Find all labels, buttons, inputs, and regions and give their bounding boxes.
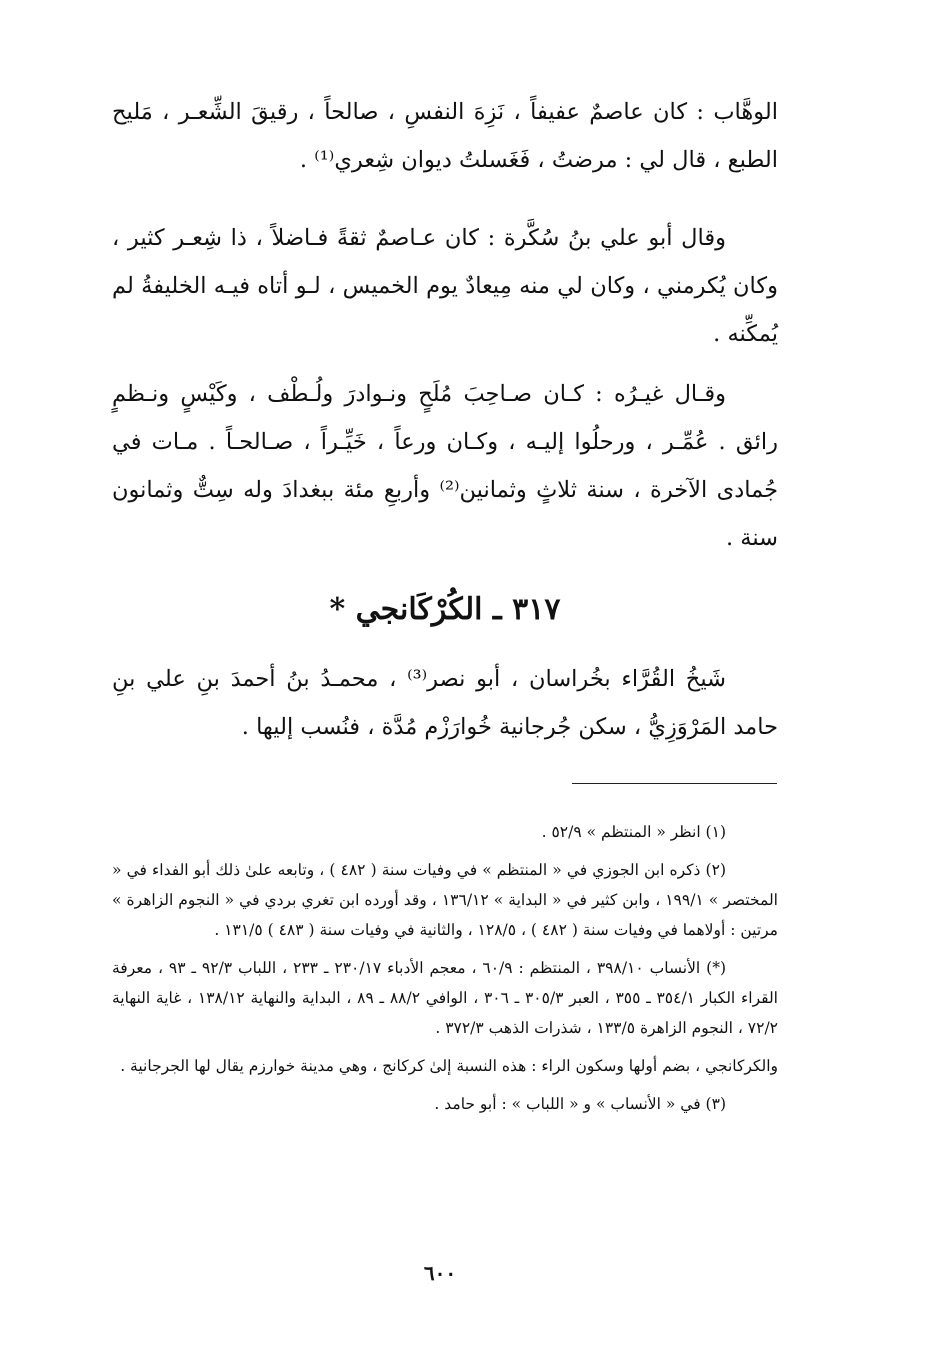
- footnote-sources-note: والكركانجي ، بضم أولها وسكون الراء : هذه النسبة إلىٰ كركانج ، وهي مدينة خوارزم يقال لها الجرجانية .: [120, 1057, 778, 1075]
- footnote-3: (٣) في « الأنساب » و « اللباب » : أبو حامد .: [434, 1095, 726, 1113]
- footnote-1: (١) انظر « المنتظم » ٥٢/٩ .: [541, 823, 726, 841]
- footnote-sources: (*) الأنساب ٣٩٨/١٠ ، المنتظم : ٦٠/٩ ، معجم الأدباء ٢٣٠/١٧ ـ ٢٣٣ ، اللباب ٩٢/٣ ـ ٩٣ ، معرفة القراء الكبار ٣٥٤/١ ـ ٣٥٥ ، العبر ٣٠٥/٣ ـ ٣٠٦ ، الوافي ٨٨/٢ ـ ٨٩ ، البداية والنهاية ١٣٨/١٢ ، غاية النهاية ٧٢/٢ ، النجوم الزاهرة ١٣٣/٥ ، شذرات الذهب ٣٧٢/٣ .: [112, 959, 778, 1037]
- footnote-2: (٢) ذكره ابن الجوزي في « المنتظم » في وفيات سنة ( ٤٨٢ ) ، وتابعه علىٰ ذلك أبو الفداء في « المختصر » ١٩٩/١ ، وابن كثير في « البداية » ١٣٦/١٢ ، وقد أورده ابن تغري بردي في « النجوم الزاهرة » مرتين : أولاهما في وفيات سنة ( ٤٨٢ ) ، ١٢٨/٥ ، والثانية في وفيات سنة ( ٤٨٣ ) ١٣١/٥ .: [112, 861, 778, 939]
- paragraph-ibn-sukkara: وقال أبو علي بنُ سُكَّرة : كان عـاصمٌ ثقةً فـاضلاً ، ذا شِعـر كثير ، وكان يُكرمني ، وكان لي منه مِيعادٌ يوم الخميس ، لـو أتاه فيـه الخليفةُ لم يُمكِّنه .: [112, 225, 778, 347]
- footnotes: [112, 817, 778, 1127]
- paragraph-others: وقـال غيـرُه : كـان صـاحِبَ مُلَحٍ ونـوادرَ ولُـطْف ، وكَيْسٍ ونـظمٍ رائق . عُمِّـر ، ورحلُوا إليـه ، وكـان ورعاً ، خَيِّـراً ، صـالحـاً . مـات في جُمادى الآخرة ، سنة ثلاثٍ وثمانين⁽²⁾ وأربعِ مئة ببغدادَ وله سِتٌّ وثمانون سنة .: [112, 381, 778, 551]
- paragraph-continuation: الوهَّاب : كان عاصمٌ عفيفاً ، نَزِهَ النفسِ ، صالحاً ، رقيقَ الشِّعـر ، مَليح الطبع ، قال لي : مرضتُ ، فَغَسلتُ ديوان شِعري⁽¹⁾ .: [112, 99, 778, 173]
- paragraph-entry-intro: شَيخُ القُرَّاء بخُراسان ، أبو نصر⁽³⁾ ، محمـدُ بنُ أحمدَ بنِ علي بنِ حامد المَرْوَزِيُّ ، سكن جُرجانية خُوارَزْم مُدَّة ، فنُسب إليها .: [112, 666, 778, 740]
- footnote-divider: [572, 783, 777, 784]
- page-number: ٦٠٠: [423, 1261, 457, 1285]
- entry-heading: ٣١٧ ـ الكُرْكَانجي *: [329, 592, 561, 627]
